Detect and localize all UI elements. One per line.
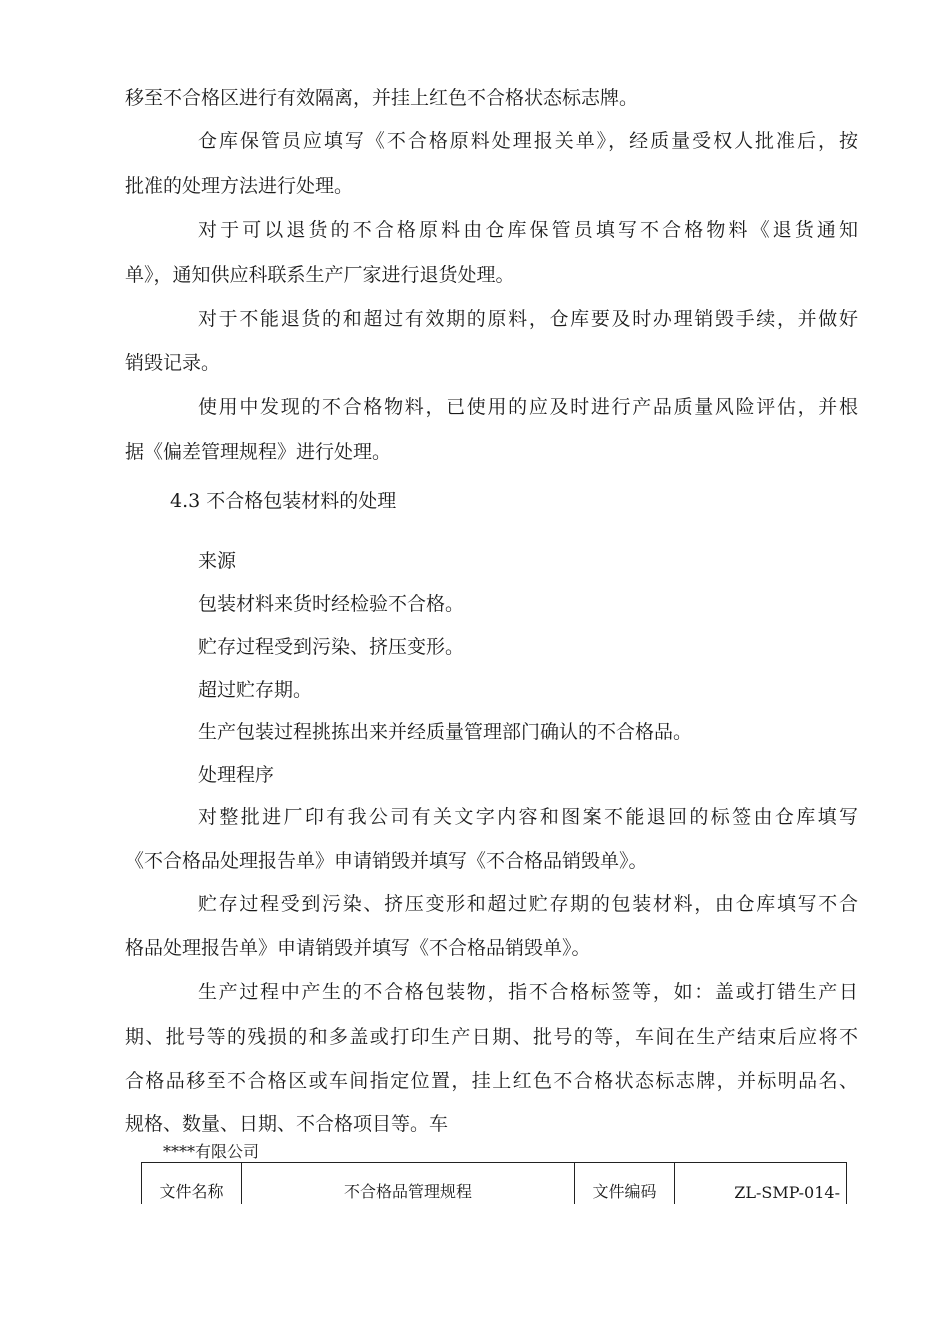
section-heading: 4.3 不合格包装材料的处理: [170, 490, 397, 512]
paragraph-line: 格品处理报告单》申请销毁并填写《不合格品销毁单》。: [125, 937, 591, 959]
paragraph-line: 规格、数量、日期、不合格项目等。车: [125, 1113, 449, 1135]
list-item: 生产包装过程挑拣出来并经质量管理部门确认的不合格品。: [198, 721, 693, 743]
paragraph-line: 合格品移至不合格区或车间指定位置，挂上红色不合格状态标志牌，并标明品名、: [125, 1070, 858, 1092]
paragraph-continuation: 移至不合格区进行有效隔离，并挂上红色不合格状态标志牌。: [125, 87, 639, 109]
paragraph-line: 单》，通知供应科联系生产厂家进行退货处理。: [125, 264, 515, 286]
paragraph-line: 贮存过程受到污染、挤压变形和超过贮存期的包装材料，由仓库填写不合: [198, 893, 858, 915]
paragraph-line: 销毁记录。: [125, 352, 221, 374]
paragraph-line: 批准的处理方法进行处理。: [125, 175, 354, 197]
procedure-heading: 处理程序: [198, 764, 275, 786]
paragraph-line: 使用中发现的不合格物料，已使用的应及时进行产品质量风险评估，并根: [198, 396, 858, 418]
company-name: ****有限公司: [163, 1142, 260, 1161]
list-item: 包装材料来货时经检验不合格。: [198, 593, 465, 615]
file-name-value: 不合格品管理规程: [242, 1163, 575, 1205]
paragraph-line: 期、批号等的残损的和多盖或打印生产日期、批号的等，车间在生产结束后应将不: [125, 1026, 858, 1048]
paragraph-line: 对于不能退货的和超过有效期的原料，仓库要及时办理销毁手续，并做好: [198, 308, 858, 330]
file-code-label: 文件编码: [575, 1163, 675, 1205]
paragraph-line: 《不合格品处理报告单》申请销毁并填写《不合格品销毁单》。: [125, 850, 648, 872]
paragraph-line: 仓库保管员应填写《不合格原料处理报关单》，经质量受权人批准后，按: [198, 130, 858, 152]
file-name-label: 文件名称: [142, 1163, 242, 1205]
paragraph-line: 生产过程中产生的不合格包装物，指不合格标签等，如：盖或打错生产日: [198, 981, 858, 1003]
source-heading: 来源: [198, 550, 237, 572]
list-item: 贮存过程受到污染、挤压变形。: [198, 636, 465, 658]
paragraph-line: 对于可以退货的不合格原料由仓库保管员填写不合格物料《退货通知: [198, 219, 858, 241]
file-code-value: ZL-SMP-014-: [675, 1163, 847, 1205]
list-item: 超过贮存期。: [198, 679, 313, 701]
document-info-table: [141, 1162, 847, 1204]
table-row: [142, 1163, 847, 1205]
paragraph-line: 对整批进厂印有我公司有关文字内容和图案不能退回的标签由仓库填写: [198, 806, 858, 828]
paragraph-line: 据《偏差管理规程》进行处理。: [125, 441, 392, 463]
